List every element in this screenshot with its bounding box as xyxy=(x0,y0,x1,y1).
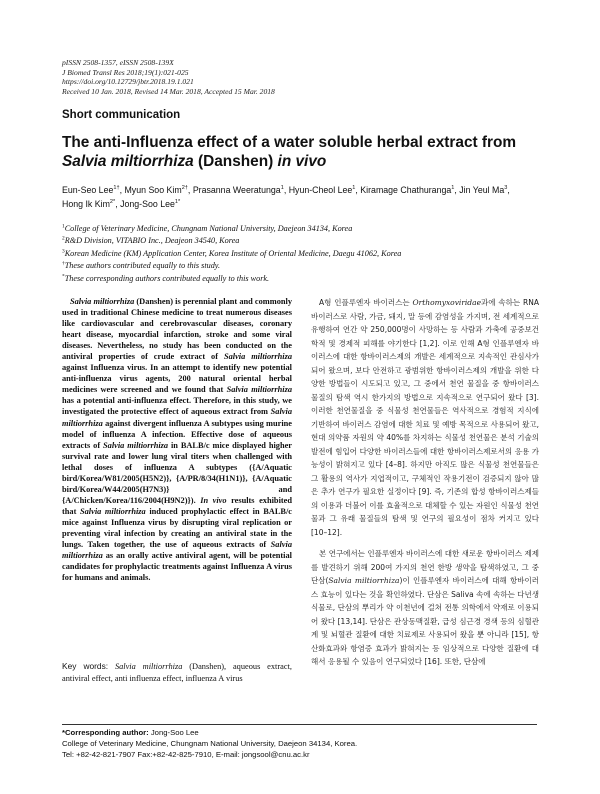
affiliation: $^1$College of Veterinary Medicine, Chungnam National University, Daejeon 34134, Korea xyxy=(62,223,353,233)
author: Myun Soo Kim$^{2\dagger}$ xyxy=(124,185,188,195)
author: Prasanna Weeratunga$^1$ xyxy=(192,185,284,195)
footnote-divider xyxy=(62,724,537,725)
corresp-address: College of Veterinary Medicine, Chungnam National University, Daejeon 34134, Korea. xyxy=(62,739,358,748)
title-part-2: (Danshen) xyxy=(193,153,278,170)
corresp-contact: Tel: +82-42-821-7907 Fax:+82-42-825-7910, E-mail: jongsool@cnu.ac.kr xyxy=(62,750,310,759)
paper-title xyxy=(62,133,552,171)
korean-body-text xyxy=(311,296,539,669)
author: Hong Ik Kim$^{2*}$ xyxy=(62,198,116,209)
issn-line: pISSN 2508-1357, eISSN 2508-139X xyxy=(62,58,174,67)
title-species: Salvia miltiorrhiza xyxy=(62,153,194,170)
author: Jong-Soo Lee$^{1*}$ xyxy=(120,198,181,209)
author-list: Eun-Seo Lee$^{1\dagger}$, Myun Soo Kim$^{2\dagger}$, Prasanna Weeratunga$^1$, Hyun-Cheol Lee$^1$, Kiramage Chathuranga$^1$, Jin Yeul Ma$^3$, Hong Ik Kim$^{2*}$, Jong-Soo Lee$^{1*}$ xyxy=(62,185,510,209)
abstract: Salvia miltiorrhiza (Danshen) is perennial plant and commonly used in traditional Chinese medicine to treat numerous diseases like cardiovascular and cerebrovascular diseases, coronary heart disease, myocardial infarction, stroke and some viral diseases. Nevertheless, no study has been conducted on the antiviral properties of crude extract of Salvia miltiorrhiza against Influenza virus. In an attempt to identify new potential anti-influenza virus agents, 200 natural oriental herbal medicines were screened and we found that Salvia miltiorrhiza has a potential anti-influenza effect. Therefore, in this study, we investigated the protective effect of aqueous extract from Salvia miltiorrhiza against divergent influenza A subtypes using murine model of influenza A infection. Effective dose of aqueous extracts of Salvia miltiorrhiza in BALB/c mice displayed higher survival rate and lower lung viral titers when challenged with lethal doses of influenza A subtypes ({A/Aquatic bird/Korea/W81/2005(H5N2)}, {A/PR/8/34(H1N1)}, {A/Aquatic bird/Korea/W44/2005(H7N3)} and {A/Chicken/Korea/116/2004(H9N2)}). In vivo results exhibited that Salvia miltiorrhiza induced prophylactic effect in BALB/c mice against Influenza virus by disrupting viral replication or preventing viral infection by creating an antiviral state in the lungs. Taken together, the use of aqueous extracts of Salvia miltiorrhiza as an orally active antiviral agent, will be potential candidates for prophylactic treatments against Influenza A virus for humans and animals. xyxy=(62,297,293,583)
keywords-label: Key words: xyxy=(62,661,109,671)
korean-paragraph-2: 본 연구에서는 인플루엔자 바이러스에 대한 새로운 항바이러스 제제를 발견하기 위해 200여 가지의 천연 한방 생약을 탐색하였고, 그 중 단삼(Salvia miltiorrhiza)이 인플루엔자 바이러스에 대해 항바이러스 효능이 있다는 것을 확인하였다. 단삼은 Saliva 속에 속하는 다년생 식물로, 단삼의 뿌리가 약 이천년에 걸쳐 전통 의학에서 약재로 이용되어 왔다 [13,14]. 단삼은 관상동맥질환, 급성 심근경 경색 등의 심혈관계 및 뇌혈관 질환에 대한 치료제로 사용되어 왔을 뿐 아니라 [15], 항산화효과와 항염증 효과가 밝혀지는 등 임상적으로 다양한 질환에 대해서 응용될 수 있음이 연구되었다 [16]. 또한, 단삼에 xyxy=(311,549,539,666)
affiliations xyxy=(62,223,557,285)
author: Eun-Seo Lee$^{1\dagger}$ xyxy=(62,185,120,195)
corresponding-author-footnote xyxy=(62,727,542,760)
korean-paragraph-1: A형 인플루엔자 바이러스는 Orthomyxoviridae과에 속하는 RNA 바이러스로 사람, 가금, 돼지, 말 등에 감염성을 가지며, 전 세계적으로 유행하여 연간 약 250,000명이 사망하는 등 사람과 가축에 공중보건학적 및 경제적 피해를 야기한다 [1,2]. 이로 인해 A형 인플루엔자 바이러스에 대한 항바이러스제의 개발은 세계적으로 지속적인 관심사가 되어 왔으며, 보다 안전하고 광범위한 항바이러스제의 개발을 위한 다양한 방법들이 시도되고 있고, 그 중에서 천연 물질을 중 항바이러스 물질의 탐색 역시 한가지의 방법으로 지속적으로 연구되어 왔다 [3]. 이러한 천연물질을 중 식물성 천연물들은 역사적으로 경험적 지식에 기반하여 바이러스 감염에 대한 치료 및 예방 목적으로 사용되어 왔고, 현대 의약품 자원의 약 40%를 차지하는 식물성 천연물은 분석 기술의 발전에 힘입어 다양한 바이러스들에 대한 항바이러스제로서의 응용 가능성이 밝혀지고 있다 [4–8]. 하지만 아직도 많은 식물성 천연물들은 그 활용의 역사가 지엽적이고, 구체적인 작용기전이 검증되지 않아 많은 추가 연구가 필요한 실정이다 [9]. 즉, 기존의 합성 항바이러스제들의 이용과 더불어 이를 효율적으로 대체할 수 있는 자원인 식물성 천연물과 그 유래 물질들의 탐색 및 연구의 필요성이 점차 커지고 있다 [10–12]. xyxy=(311,298,539,537)
keywords: Key words: Salvia miltiorrhiza (Danshen), aqueous extract, antiviral effect, anti influenza effect, influenza A virus xyxy=(62,661,292,683)
affiliation-note: *These corresponding authors contributed equally to this work. xyxy=(62,272,270,283)
corresp-label: *Corresponding author: xyxy=(62,728,149,737)
title-part-1: The anti-Influenza effect of a water soluble herbal extract from xyxy=(62,134,517,151)
affiliation: $^3$Korean Medicine (KM) Application Center, Korea Institute of Oriental Medicine, Daegu 41062, Korea xyxy=(62,248,402,258)
affiliation-note: †These authors contributed equally to this study. xyxy=(62,260,221,271)
author: Jin Yeul Ma$^3$ xyxy=(459,185,508,195)
title-part-3: in vivo xyxy=(277,153,327,170)
journal-citation: J Biomed Transl Res 2018;19(1):021-025 xyxy=(62,67,189,77)
doi-link[interactable]: https://doi.org/10.12729/jbtr.2018.19.1.021 xyxy=(62,77,194,87)
corresp-name: Jong-Soo Lee xyxy=(148,728,199,737)
section-label: Short communication xyxy=(62,109,181,121)
received-dates: Received 10 Jan. 2018, Revised 14 Mar. 2018, Accepted 15 Mar. 2018 xyxy=(62,86,275,96)
author: Kiramage Chathuranga$^1$ xyxy=(360,185,455,195)
journal-meta xyxy=(62,58,275,96)
author: Hyun-Cheol Lee$^1$ xyxy=(288,185,356,195)
affiliation: $^2$R&D Division, VITABIO Inc., Deajeon 34540, Korea xyxy=(62,235,240,246)
